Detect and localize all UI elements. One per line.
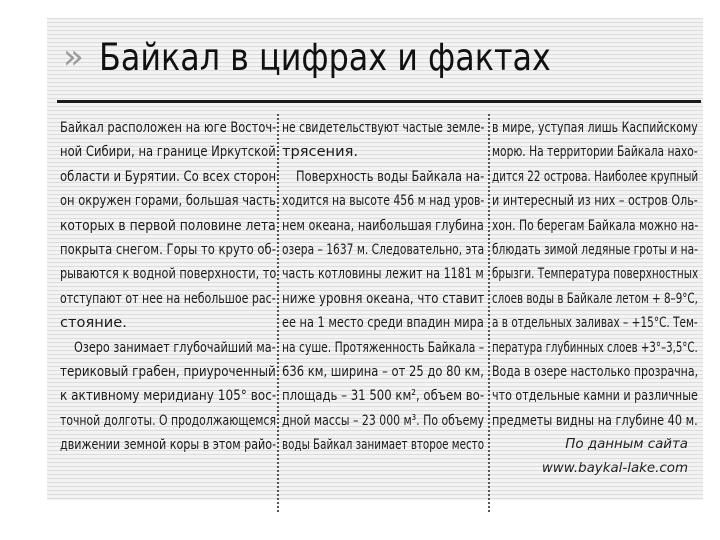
text-line: [60, 116, 276, 140]
text-line: [492, 360, 698, 384]
text-line: [492, 116, 698, 140]
text-line: [492, 384, 698, 408]
text-column-3: [492, 116, 699, 477]
column-divider: [488, 114, 490, 512]
text-line: [282, 433, 484, 457]
text-line: [60, 384, 276, 408]
text-line: [60, 165, 276, 189]
text-line-content: териковый грабен, приуроченный: [60, 362, 276, 380]
text-line: [60, 262, 276, 286]
text-line: [492, 214, 698, 238]
text-line-content: на суше. Протяженность Байкала –: [282, 338, 485, 356]
text-line: [282, 214, 484, 238]
text-line: [60, 189, 276, 213]
text-line: [60, 311, 276, 335]
article-panel: [47, 18, 703, 500]
text-line: [282, 336, 484, 360]
text-line: [492, 140, 698, 164]
text-line-content: Поверхность воды Байкала на-: [296, 167, 485, 185]
text-line-content: Байкал расположен на юге Восточ-: [60, 119, 277, 136]
text-line-content: Вода в озере настолько прозрачна,: [492, 362, 699, 380]
text-line: [492, 311, 698, 335]
text-line: [282, 262, 484, 286]
text-line-content: Озеро занимает глубочайший ма-: [74, 338, 276, 356]
text-line: [282, 409, 484, 433]
article-title: Байкал в цифрах и фактах: [99, 36, 551, 79]
text-line-content: которых в первой половине лета: [60, 216, 276, 234]
text-line-content: движении земной коры в этом райо-: [60, 436, 277, 454]
text-line-content: точной долготы. О продолжающемся: [60, 411, 277, 429]
text-column-1: [60, 116, 276, 457]
text-line: [492, 287, 698, 311]
text-line-content: морю. На территории Байкала нахо-: [492, 143, 698, 161]
text-line: [282, 116, 484, 140]
text-line-content: области и Бурятии. Со всех сторон: [60, 167, 277, 185]
text-line: [60, 214, 276, 238]
article-header: [47, 18, 703, 92]
text-line-content: покрыта снегом. Горы то круто об-: [60, 240, 276, 258]
text-line-content: озера – 1637 м. Следовательно, эта: [282, 240, 485, 258]
text-line-content: трясения.: [282, 143, 358, 161]
text-line: [282, 238, 484, 262]
text-line-content: и интересный из них – остров Оль-: [492, 192, 698, 210]
text-line-content: стояние.: [60, 314, 127, 332]
text-line: [282, 311, 484, 335]
text-line: [60, 433, 276, 457]
text-line-content: не свидетельствуют частые земле-: [282, 119, 485, 136]
text-line-content: хон. По берегам Байкала можно на-: [492, 216, 699, 234]
text-line-content: в мире, уступая лишь Каспийскому: [492, 119, 698, 136]
source-credit: По данным сайта www.baykal-lake.com: [541, 437, 688, 477]
text-line-content: ной Сибири, на границе Иркутской: [60, 143, 276, 161]
text-line: [492, 262, 698, 286]
text-line: [282, 189, 484, 213]
text-line: [282, 165, 484, 189]
text-line-content: а в отдельных заливах – +15°С. Тем-: [492, 314, 698, 332]
text-line-content: воды Байкал занимает второе место: [282, 436, 485, 454]
text-line: [492, 238, 698, 262]
text-line: [60, 409, 276, 433]
text-line-content: брызги. Температура поверхностных: [492, 265, 699, 283]
text-line: [492, 336, 698, 360]
text-line-content: слоев воды в Байкале летом + 8–9°С,: [492, 289, 698, 307]
text-line-content: ее на 1 место среди впадин мира: [282, 314, 484, 332]
text-line-content: нем океана, наибольшая глубина: [282, 216, 484, 234]
text-line-content: он окружен горами, большая часть: [60, 192, 276, 210]
text-line: [492, 165, 698, 189]
text-line: [60, 287, 276, 311]
text-column-2: [282, 116, 484, 457]
column-divider: [277, 114, 279, 512]
text-line-content: 636 км, ширина – от 25 до 80 км,: [282, 362, 484, 380]
text-line: [282, 140, 484, 164]
text-line-content: предметы видны на глубине 40 м.: [492, 411, 698, 429]
text-line-content: пература глубинных слоев +3°–3,5°С.: [492, 338, 698, 356]
text-line: [282, 360, 484, 384]
text-line-content: площадь – 31 500 км², объем во-: [282, 387, 485, 405]
text-line-content: рываются к водной поверхности, то: [60, 265, 277, 283]
text-line: [492, 409, 698, 433]
text-line-content: ниже уровня океана, что ставит: [282, 289, 485, 307]
text-line-content: к активному меридиану 105° вос-: [60, 387, 277, 405]
text-line-content: дится 22 острова. Наиболее крупный: [492, 167, 699, 185]
header-rule: [57, 100, 701, 103]
text-line: [60, 140, 276, 164]
text-line-content: дной массы – 23 000 м³. По объему: [282, 411, 485, 429]
text-line-content: часть котловины лежит на 1181 м: [282, 265, 484, 283]
text-line-content: что отдельные камни и различные: [492, 387, 698, 405]
chevrons-icon: »: [63, 37, 78, 77]
text-line: [60, 238, 276, 262]
text-line: [282, 287, 484, 311]
text-line-content: отступают от нее на небольшое рас-: [60, 289, 276, 307]
text-line: [282, 384, 484, 408]
text-line: [60, 360, 276, 384]
text-line-content: блюдать зимой ледяные гроты и на-: [492, 240, 698, 258]
text-line: [492, 189, 698, 213]
text-line-content: ходится на высоте 456 м над уров-: [282, 192, 485, 210]
text-line: [60, 336, 276, 360]
